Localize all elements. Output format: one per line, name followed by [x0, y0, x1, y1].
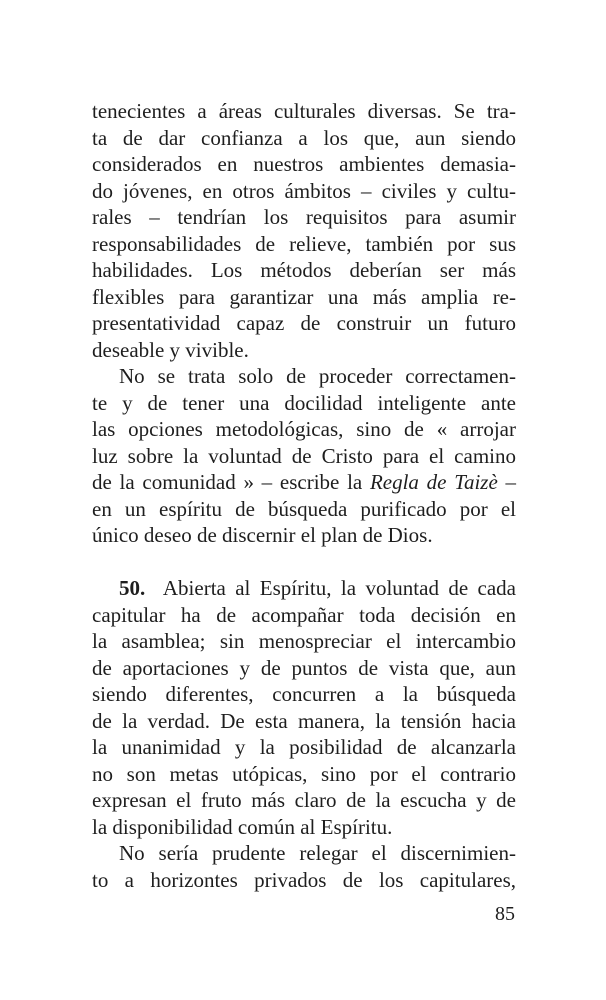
text-line: la asamblea; sin menospreciar el intercambio: [92, 629, 516, 653]
text-line: la unanimidad y la posibilidad de alcanzarla: [92, 735, 516, 759]
text-line: capitular ha de acompañar toda decisión en: [92, 602, 516, 627]
section-number: 50.: [119, 576, 146, 600]
text-line: No sería prudente relegar el discernimien-: [119, 841, 516, 865]
paragraph-continuation: [92, 98, 516, 363]
text-line: las opciones metodológicas, sino de « arrojar: [92, 417, 516, 441]
text-segment: Abierta al Espíritu, la voluntad de cada: [162, 576, 516, 600]
text-line: tenecientes a áreas culturales diversas. Se tra-: [92, 99, 516, 123]
text-line: habilidades. Los métodos deberían ser más: [92, 258, 516, 282]
paragraph-methodology: [92, 363, 516, 549]
text-line-with-citation: [92, 469, 516, 496]
text-line: expresan el fruto más claro de la escucha y de: [92, 788, 516, 812]
text-line: deseable y vivible.: [92, 337, 249, 362]
text-line: único deseo de discernir el plan de Dios.: [92, 523, 433, 547]
text-line: flexibles para garantizar una más amplia re-: [92, 284, 516, 309]
text-line: No se trata solo de proceder correctamen-: [119, 364, 516, 388]
text-line: considerados en nuestros ambientes demasia-: [92, 152, 516, 176]
page-body: [92, 98, 516, 893]
text-line: siendo diferentes, concurren a la búsqueda: [92, 682, 516, 706]
text-line: te y de tener una docilidad inteligente ante: [92, 390, 516, 415]
text-line: en un espíritu de búsqueda purificado por el: [92, 496, 516, 521]
text-line: presentatividad capaz de construir un futuro: [92, 311, 516, 335]
paragraph-discernment: [92, 840, 516, 893]
text-line: de aportaciones y de puntos de vista que, aun: [92, 655, 516, 680]
text-line: rales – tendrían los requisitos para asumir: [92, 205, 516, 229]
citation-title: Regla de Taizè: [369, 470, 498, 494]
section-50: [92, 575, 516, 840]
text-line: no son metas utópicas, sino por el contrario: [92, 761, 516, 786]
text-line: ta de dar confianza a los que, aun siendo: [92, 125, 516, 150]
text-segment: –: [497, 470, 517, 494]
text-line: to a horizontes privados de los capitulares,: [92, 867, 516, 892]
section-first-line: [92, 575, 516, 602]
section-spacer: [92, 549, 516, 576]
text-line: do jóvenes, en otros ámbitos – civiles y cultu-: [92, 178, 516, 203]
text-segment: de la comunidad » – escribe la: [92, 470, 370, 494]
text-line: la disponibilidad común al Espíritu.: [92, 814, 393, 839]
text-line: responsabilidades de relieve, también por sus: [92, 231, 516, 256]
text-line: luz sobre la voluntad de Cristo para el camino: [92, 443, 516, 468]
page-number: 85: [495, 903, 515, 925]
text-line: de la verdad. De esta manera, la tensión hacia: [92, 708, 516, 733]
